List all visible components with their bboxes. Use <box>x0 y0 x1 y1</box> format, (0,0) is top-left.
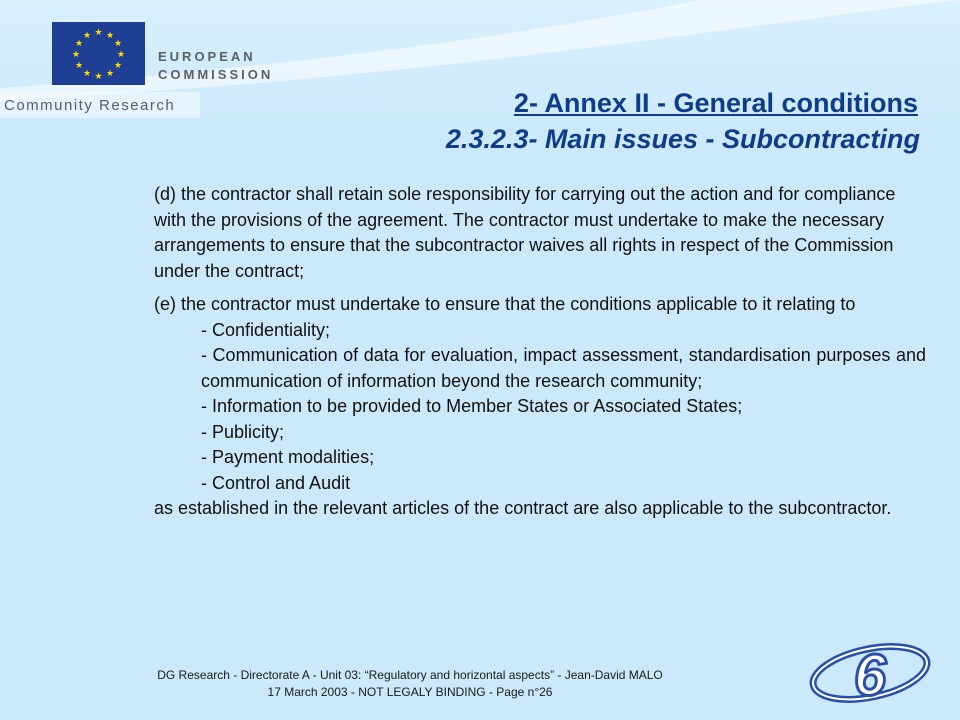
eu-flag-icon <box>52 22 145 85</box>
organization-line1: EUROPEAN <box>158 49 256 64</box>
footer-line2: 17 March 2003 - NOT LEGALY BINDING - Page n°26 <box>267 685 553 699</box>
footer <box>0 667 820 701</box>
svg-text:★: ★ <box>113 39 123 49</box>
list-item: - Payment modalities; <box>201 447 375 467</box>
list-item: - Information to be provided to Member States or Associated States; <box>201 396 743 416</box>
svg-text:★: ★ <box>82 69 92 79</box>
svg-text:6: 6 <box>853 643 887 708</box>
svg-text:★: ★ <box>74 61 84 71</box>
slide-subtitle: 2.3.2.3- Main issues - Subcontracting <box>445 124 920 154</box>
organization-line2: COMMISSION <box>158 67 274 82</box>
organization-unit: Community Research <box>4 97 176 114</box>
svg-text:★: ★ <box>116 50 126 60</box>
svg-text:★: ★ <box>74 39 84 49</box>
list-item: - Confidentiality; <box>201 319 331 340</box>
list-item: - Communication of data for evaluation, impact assessment, standardisation purposes and communication of information beyond the research community; <box>201 345 926 391</box>
slide-title: 2- Annex II - General conditions <box>513 88 918 118</box>
svg-text:★: ★ <box>71 50 81 60</box>
paragraph-e-intro: (e) the contractor must undertake to ensure that the conditions applicable to it relating to <box>154 294 856 314</box>
svg-text:★: ★ <box>82 31 92 41</box>
svg-text:★: ★ <box>113 61 123 71</box>
paragraph-d: (d) the contractor shall retain sole responsibility for carrying out the action and for compliance with the provisions of the agreement. The contractor must undertake to make the necessary arrangements to ensure that the subcontractor waives all rights in respect of the Commission under the contract; <box>154 184 896 281</box>
svg-text:★: ★ <box>105 69 115 79</box>
slide-body <box>154 182 926 530</box>
svg-text:★: ★ <box>94 28 103 38</box>
svg-text:★: ★ <box>94 72 103 82</box>
paragraph-e-outro: as established in the relevant articles of the contract are also applicable to the subcontractor. <box>154 498 892 518</box>
organization-name <box>158 48 273 84</box>
fp6-logo-icon <box>808 637 948 709</box>
svg-text:★: ★ <box>105 31 115 41</box>
list-item: - Publicity; <box>201 421 285 442</box>
footer-line1: DG Research - Directorate A - Unit 03: “Regulatory and horizontal aspects” - Jean-David MALO <box>157 668 663 682</box>
list-item: - Control and Audit <box>201 472 351 493</box>
